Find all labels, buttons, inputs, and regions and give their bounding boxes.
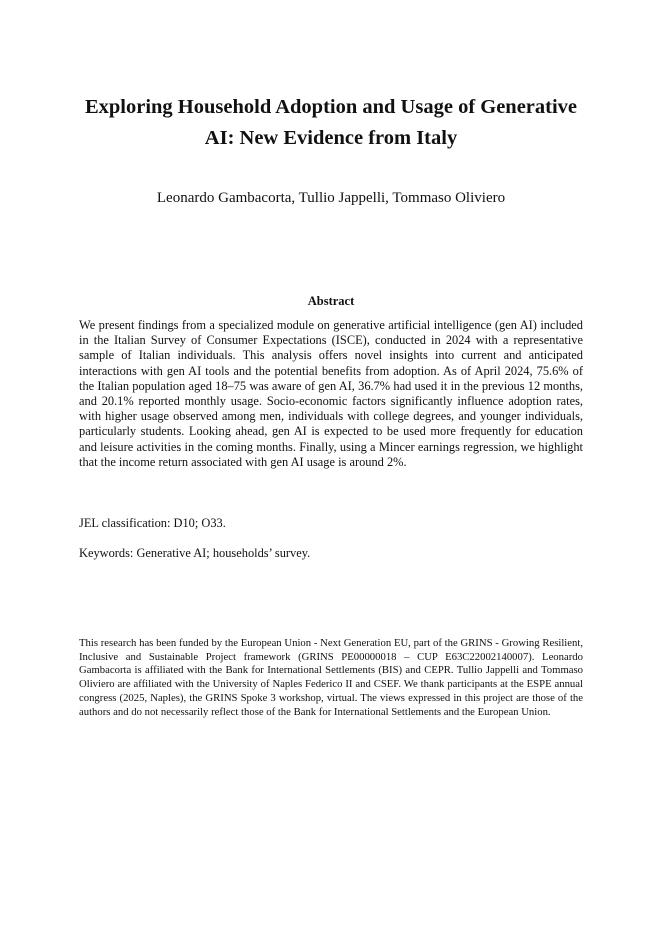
funding-footnote: This research has been funded by the European Union - Next Generation EU, part of the GRINS - Growing Resilient, Inclusive and Sustainable Project framework (GRINS PE00000018 – CUP E63C22002140007). Leonardo Gambacorta is affiliated with the Bank for International Settlements (BIS) and CEPR. Tullio Jappelli and Tommaso Oliviero are affiliated with the University of Naples Federico II and CSEF. We thank participants at the ESPE annual congress (2025, Naples), the GRINS Spoke 3 workshop, virtual. The views expressed in this project are those of the authors and do not necessarily reflect those of the Bank for International Settlements and the European Union. [79, 637, 583, 718]
paper-title [70, 92, 592, 154]
keywords: Keywords: Generative AI; households’ survey. [79, 546, 311, 560]
jel-classification: JEL classification: D10; O33. [79, 516, 226, 530]
author-list: Leonardo Gambacorta, Tullio Jappelli, Tommaso Oliviero [156, 190, 506, 206]
abstract-heading: Abstract [307, 294, 355, 308]
paper-title-line-1: Exploring Household Adoption and Usage of Generative [84, 96, 578, 118]
abstract-text: We present findings from a specialized module on generative artificial intelligence (gen AI) included in the Italian Survey of Consumer Expectations (ISCE), conducted in 2024 with a representative sample of Italian individuals. This analysis offers novel insights into current and anticipated interactions with gen AI tools and the potential benefits from adoption. As of April 2024, 75.6% of the Italian population aged 18–75 was aware of gen AI, 36.7% had used it in the previous 12 months, and 20.1% reported monthly usage. Socio-economic factors significantly influence adoption rates, with higher usage observed among men, individuals with college degrees, and younger individuals, particularly students. Looking ahead, gen AI is expected to be used more frequently for education and leisure activities in the coming months. Finally, using a Mincer earnings regression, we highlight that the income return associated with gen AI usage is around 2%. [79, 318, 583, 469]
paper-title-line-2: AI: New Evidence from Italy [204, 127, 458, 149]
